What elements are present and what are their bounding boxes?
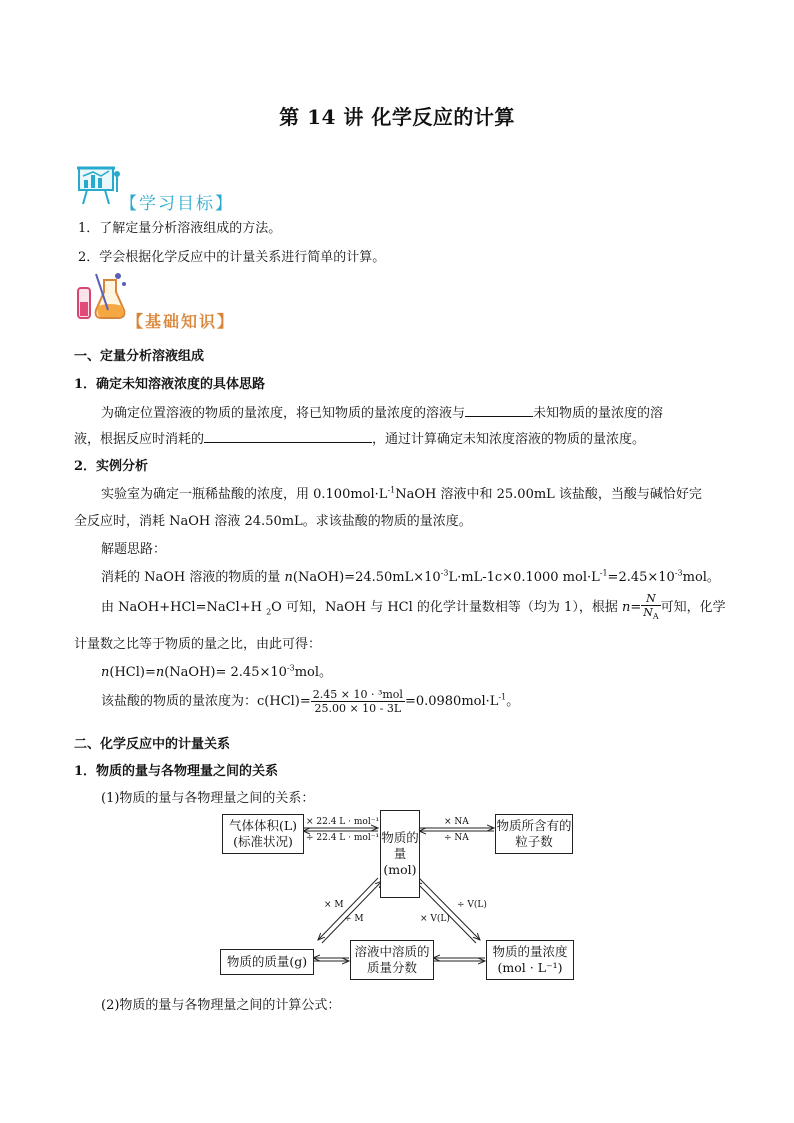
paragraph-line: 全反应时，消耗 NaOH 溶液 24.50mL。求该盐酸的物质的量浓度。 (74, 514, 472, 529)
formula-line: n(HCl)=n(NaOH)= $2.45\times 10^{-3}mol$。 (101, 663, 333, 680)
label-times-vm: × 22.4 L · mol⁻¹ (306, 817, 380, 827)
label-div-vm: ÷ 22.4 L · mol⁻¹ (306, 833, 380, 843)
gas-volume-box: 气体体积(L)(标准状况) (222, 814, 304, 854)
paragraph-line: 解题思路： (101, 542, 167, 557)
paragraph-line: (2)物质的量与各物理量之间的计算公式： (101, 998, 341, 1013)
label-times-m: × M (324, 900, 344, 910)
paragraph-line: 液，根据反应时消耗的 ，通过计算确定未知浓度溶液的物质的量浓度。 (74, 432, 646, 447)
paragraph-line: 实验室为确定一瓶稀盐酸的浓度，用 $0.100mol\cdot L^{-1}NaOH$ 溶液中和 25.00mL 该盐酸，当酸与碱恰好完 (101, 485, 702, 502)
mass-fraction-box: 溶液中溶质的质量分数 (350, 940, 434, 980)
goal-item-2: 2．学会根据化学反应中的计量关系进行简单的计算。 (78, 250, 386, 265)
paragraph-line: 为确定位置溶液的物质的量浓度，将已知物质的量浓度的溶液与 未知物质的量浓度的溶 (101, 406, 664, 421)
formula-line: 消耗的 NaOH 溶液的物质的量 $n(NaOH)=24.50mL\times 10^{-3}L\cdot mL-1c\times 0.1000$ $mol\cdot L^{-1}=2.45\times 10^{-3}mol$。 (101, 568, 720, 585)
subsection-heading-1-2: 2．实例分析 (74, 459, 149, 474)
fraction: $\frac{N}{N_A}$ (643, 592, 659, 622)
section-heading-2: 二、化学反应中的计量关系 (74, 737, 231, 752)
molar-concentration-box: 物质的量浓度(mol · L⁻¹) (486, 940, 574, 980)
fraction: $\frac{\text{2.45 × 10 · ³mol}}{25.00 \times 10 - 3L}$ (312, 688, 403, 715)
particle-count-box: 物质所含有的粒子数 (495, 814, 573, 854)
learning-goals-header: 【学习目标】 (120, 194, 234, 214)
label-div-v: ÷ V(L) (457, 900, 487, 910)
goal-item-1: 1．了解定量分析溶液组成的方法。 (78, 221, 282, 236)
label-div-na: ÷ NA (444, 833, 469, 843)
label-div-m: ÷ M (344, 914, 364, 924)
section-heading-1: 一、定量分析溶液组成 (74, 349, 205, 364)
label-times-na: × NA (444, 817, 469, 827)
basic-knowledge-header: 【基础知识】 (127, 312, 236, 331)
amount-of-substance-box: 物质的量(mol) (380, 810, 420, 898)
page-title: 第 14 讲 化学反应的计算 (279, 105, 515, 129)
mass-box: 物质的质量(g) (220, 949, 314, 975)
label-times-v: × V(L) (420, 914, 450, 924)
formula-line: 由 NaOH+HCl=NaCl+H $_2$O 可知，NaOH 与 HCl 的化学计量数相等（均为 1），根据 n= $\frac{N}{N_A}$ 可知，化学 (101, 592, 726, 622)
formula-line: 该盐酸的物质的量浓度为：c(HCl)= $\frac{\text{2.45 × 10 · ³mol}}{25.00 \times 10 - 3L}$ $=0.0980mol\cdot L^{-1}$。 (101, 688, 520, 715)
paragraph-line: 计量数之比等于物质的量之比，由此可得： (74, 637, 322, 652)
subsection-heading-2-1: 1．物质的量与各物理量之间的关系 (74, 764, 279, 779)
paragraph-line: (1)物质的量与各物理量之间的关系： (101, 791, 315, 806)
subsection-heading-1-1: 1．确定未知溶液浓度的具体思路 (74, 377, 266, 392)
